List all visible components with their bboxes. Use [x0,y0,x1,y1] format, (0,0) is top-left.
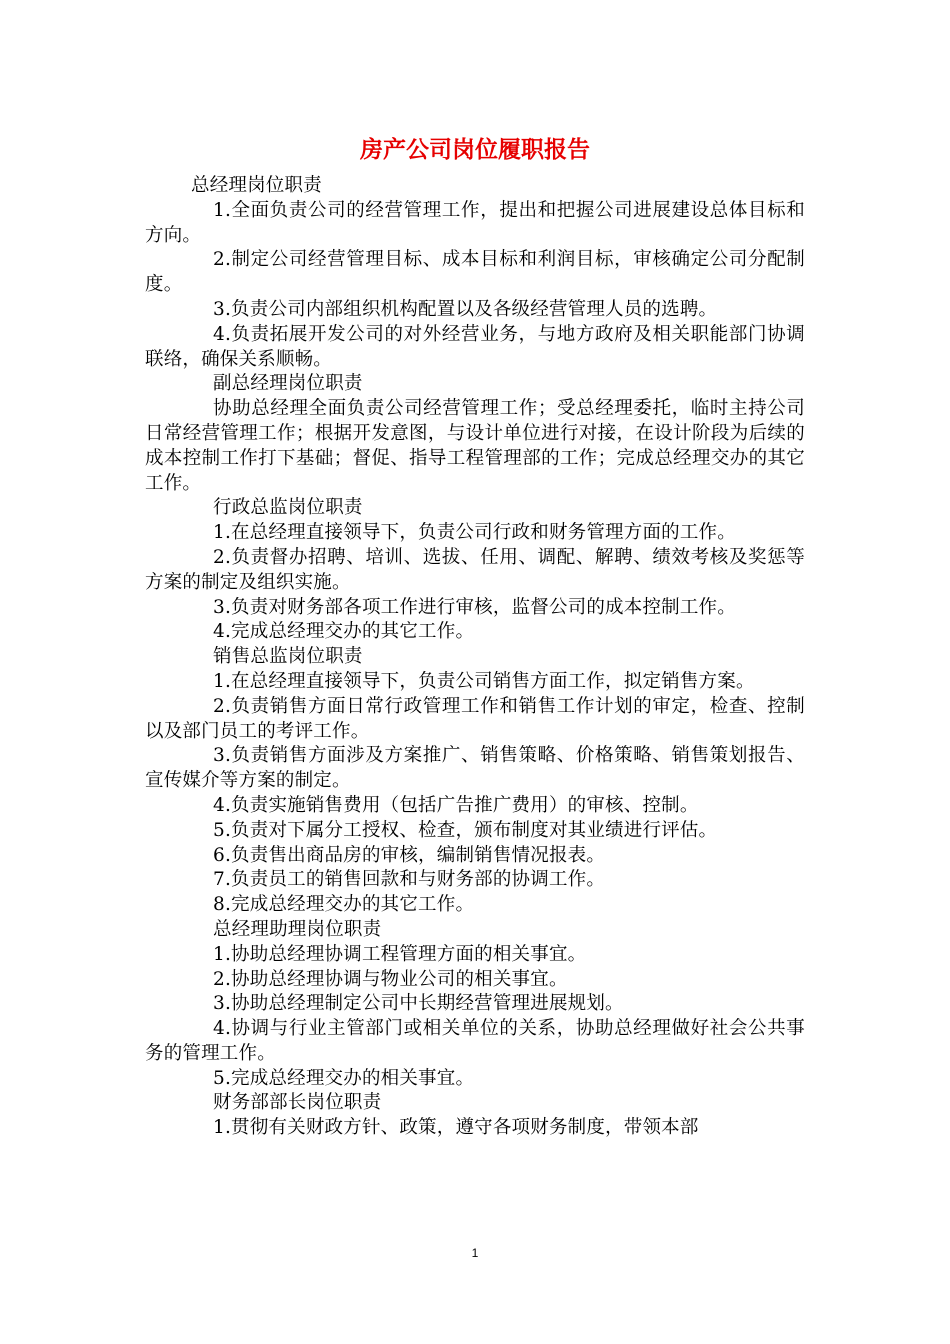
paragraph: 3.负责公司内部组织机构配置以及各级经营管理人员的选聘。 [213,298,718,320]
paragraph: 4.负责拓展开发公司的对外经营业务，与地方政府及相关职能部门协调联络，确保关系顺畅。 [145,323,805,370]
paragraph: 5.完成总经理交办的相关事宜。 [213,1067,475,1089]
paragraph: 总经理岗位职责 [191,175,322,196]
paragraph: 1.贯彻有关财政方针、政策，遵守各项财务制度，带领本部 [213,1117,699,1139]
page-number: 1 [471,1246,479,1260]
paragraph: 7.负责员工的销售回款和与财务部的协调工作。 [213,869,606,891]
paragraph: 3.负责对财务部各项工作进行审核，监督公司的成本控制工作。 [213,596,736,618]
paragraph: 2.协助总经理协调与物业公司的相关事宜。 [213,968,568,990]
paragraph: 副总经理岗位职责 [213,373,363,395]
paragraph: 2.制定公司经营管理目标、成本目标和利润目标，审核确定公司分配制度。 [145,249,805,296]
paragraph: 5.负责对下属分工授权、检查，颁布制度对其业绩进行评估。 [213,819,718,841]
paragraph: 1.全面负责公司的经营管理工作，提出和把握公司进展建设总体目标和方向。 [145,199,805,246]
paragraph: 销售总监岗位职责 [213,646,363,668]
paragraph: 6.负责售出商品房的审核，编制销售情况报表。 [213,844,606,866]
paragraph: 协助总经理全面负责公司经营管理工作；受总经理委托，临时主持公司日常经营管理工作；根据开发意图，与设计单位进行对接，在设计阶段为后续的成本控制工作打下基础；督促、指导工程管理部的工作；完成总经理交办的其它工作。 [145,398,805,494]
paragraph: 1.在总经理直接领导下，负责公司行政和财务管理方面的工作。 [213,522,736,544]
document-title: 房产公司岗位履职报告 [360,136,590,163]
document-body [145,174,805,1141]
paragraph: 财务部部长岗位职责 [213,1092,382,1114]
paragraph: 3.协助总经理制定公司中长期经营管理进展规划。 [213,993,624,1015]
paragraph: 4.完成总经理交办的其它工作。 [213,621,475,643]
paragraph: 行政总监岗位职责 [213,497,363,519]
paragraph: 1.在总经理直接领导下，负责公司销售方面工作，拟定销售方案。 [213,670,755,692]
paragraph: 8.完成总经理交办的其它工作。 [213,894,475,916]
paragraph: 总经理助理岗位职责 [213,918,382,940]
paragraph: 1.协助总经理协调工程管理方面的相关事宜。 [213,943,587,965]
paragraph: 2.负责销售方面日常行政管理工作和销售工作计划的审定，检查、控制以及部门员工的考评工作。 [145,695,805,742]
paragraph: 2.负责督办招聘、培训、选拔、任用、调配、解聘、绩效考核及奖惩等方案的制定及组织实施。 [145,546,805,593]
paragraph: 3.负责销售方面涉及方案推广、销售策略、价格策略、销售策划报告、宣传媒介等方案的制定。 [145,745,805,792]
paragraph: 4.负责实施销售费用（包括广告推广费用）的审核、控制。 [213,794,699,816]
paragraph: 4.协调与行业主管部门或相关单位的关系，协助总经理做好社会公共事务的管理工作。 [145,1018,805,1064]
